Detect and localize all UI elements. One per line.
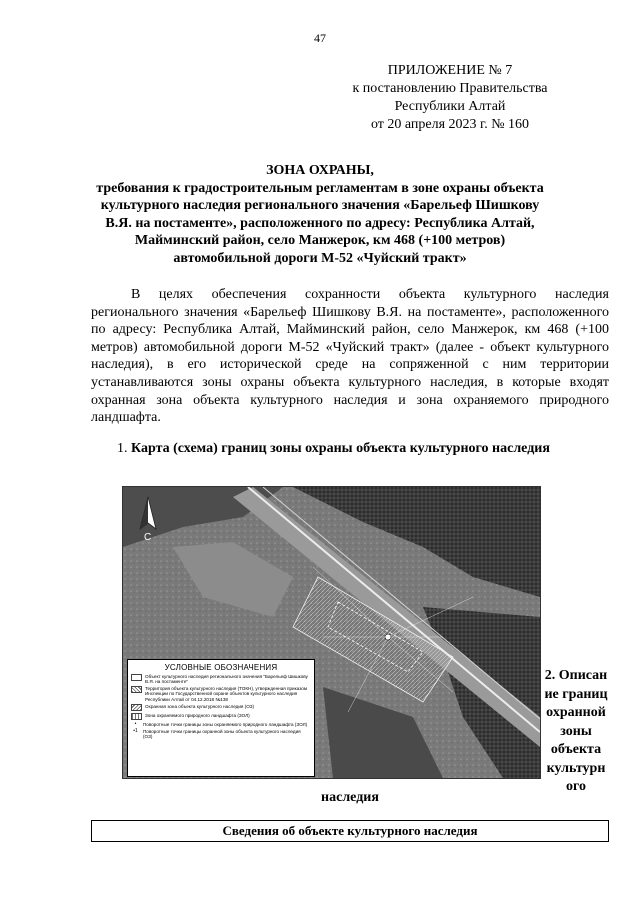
appendix-line: ПРИЛОЖЕНИЕ № 7 [387,63,513,78]
section-1-text: Карта (схема) границ зоны охраны объекта культурного наследия [131,441,550,456]
section-1-number: 1. [117,441,128,456]
title-line: Майминский район, село Манжерок, км 468 (+100 метров) [134,233,506,248]
section-2-line: зоны [560,723,592,739]
section-2-line: 2. Описан [544,668,608,683]
legend-item [131,674,311,685]
legend-item-text: Зона охраняемого природного ландшафта (ЗОЛ) [145,712,250,718]
north-label: С [144,532,152,543]
legend-landscape-zone-symbol [131,713,142,720]
title-line: требования к градостроительным регламентам в зоне охраны объекта [96,180,544,196]
legend-item-text: Территория объекта культурного наследия (ТОКН), утвержденная приказом Инспекции по Государственной охране объектов культурного наследия Республики Алтай от 04.12.2018 №138 [145,685,307,702]
legend-item-text: Поворотные точки границы охранной зоны объекта культурного наследия (ОЗ) [143,728,301,739]
legend-point-symbol: • [134,721,137,728]
table-header-cell: Сведения об объекте культурного наследия [91,820,609,842]
legend-item-text: Охранная зона объекта культурного наследия (ОЗ) [145,703,255,709]
legend-object-symbol [131,674,142,681]
legend-protection-zone-symbol [131,704,142,711]
section-2-line: культурн [546,760,606,776]
legend-item [131,713,311,721]
map-legend [127,659,315,777]
page-number: 47 [314,31,326,45]
document-title [95,162,545,267]
legend-item [131,729,311,740]
legend-item [131,722,311,728]
appendix-heading [330,62,570,134]
section-2-line: ие границ [544,686,608,702]
section-2-line: охранной [546,705,606,720]
title-line: автомобильной дороги М-52 «Чуйский тракт» [173,250,467,266]
legend-item-text: Поворотные точки границы зоны охраняемого природного ландшафта (ЗОЛ) [143,721,308,727]
body-paragraph: В целях обеспечения сохранности объекта культурного наследия регионального значения «Барельеф Шишкову В.Я. на постаменте», расположенного по адресу: Республика Алтай, Майминский район, село Манжерок, км 468 (+100 метров) автомобильной дороги М-52 «Чуйский тракт» (далее - объект культурного наследия), в его исторической среде на сопряженной с ним территории устанавливаются зоны охраны объекта культурного наследия, в которые входят охранная зона объекта культурного наследия и зона охраняемого природного ландшафта. [91,287,609,426]
section-2-line: объекта [550,742,602,757]
section-2-heading [541,667,611,797]
section-1-heading [117,441,597,457]
title-line: ЗОНА ОХРАНЫ, [266,163,374,178]
legend-item-text: Объект культурного наследия регионального значения "Барельеф Шишкову В.Я. на постаменте" [145,673,308,684]
appendix-line: от 20 апреля 2023 г. № 160 [370,117,530,132]
appendix-line: к постановлению Правительства [352,81,548,96]
appendix-line: Республики Алтай [394,99,506,114]
legend-item [131,704,311,712]
legend-item [131,686,311,702]
legend-title: УСЛОВНЫЕ ОБОЗНАЧЕНИЯ [164,663,278,672]
section-2-line: ого [565,779,586,794]
legend-territory-symbol [131,686,142,693]
zone-map [122,486,541,779]
section-2-heading-tail: наследия [321,790,379,805]
legend-point-symbol: •1 [133,728,138,735]
title-line: культурного наследия регионального значения «Барельеф Шишкову [100,198,540,213]
title-line: В.Я. на постаменте», расположенного по адресу: Республика Алтай, [105,215,535,231]
